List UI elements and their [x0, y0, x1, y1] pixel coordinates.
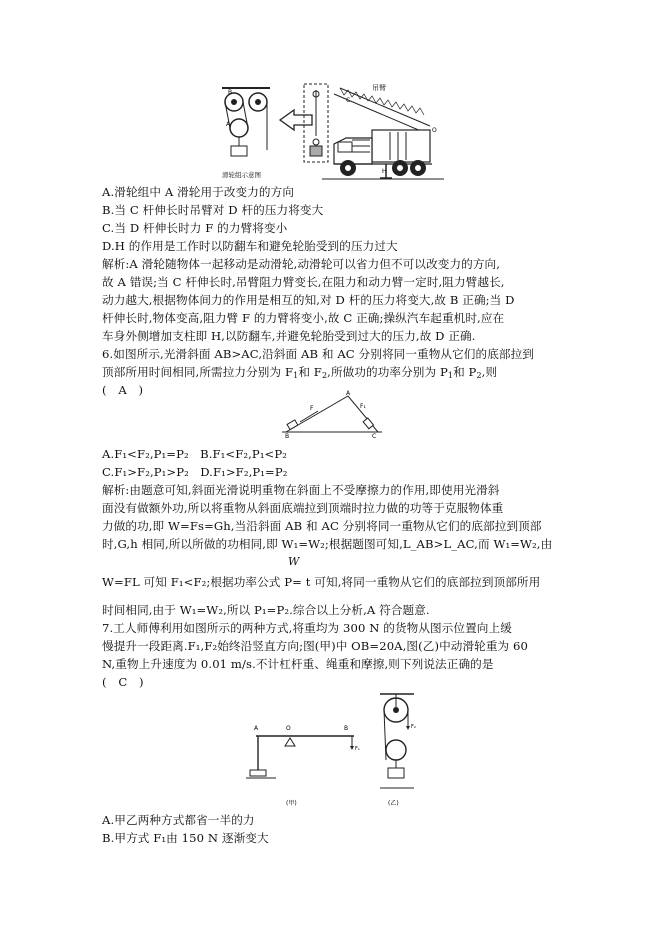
- label-a: A: [346, 390, 351, 397]
- q6-options-cd: [102, 463, 287, 481]
- q5-option-d: D.H 的作用是工作时以防翻车和避免轮胎受到的压力过大: [102, 239, 398, 253]
- svg-text:C: C: [346, 97, 351, 104]
- q6-analysis-line3: 力做的功,即 W=Fs=Gh,当沿斜面 AB 和 AC 分别将同一重物从它们的底部拉到顶部: [102, 519, 542, 533]
- q5-option-c: C.当 D 杆伸长时力 F 的力臂将变小: [102, 221, 288, 235]
- q5-option-a: A.滑轮组中 A 滑轮用于改变力的方向: [102, 185, 295, 199]
- q5-analysis-line: 故 A 错误;当 C 杆伸长时,吊臂阻力臂变长,在阻力和动力臂一定时,阻力臂越长,: [102, 275, 505, 289]
- q5-analysis-line: 解析:A 滑轮随物体一起移动是动滑轮,动滑轮可以省力但不可以改变力的方向,: [102, 257, 501, 271]
- q6-analysis-line6: 时间相同,由于 W₁=W₂,所以 P₁=P₂.综合以上分析,A 符合题意.: [102, 603, 430, 617]
- q6-options-ab: [102, 445, 287, 463]
- q7-stem-line3: N,重物上升速度为 0.01 m/s.不计杠杆重、绳重和摩擦,则下列说法正确的是: [102, 657, 494, 671]
- lever-pulley-diagram: [246, 690, 436, 810]
- caption-jia: (甲): [286, 800, 297, 807]
- svg-text:A: A: [226, 121, 231, 128]
- q5-analysis-line: 杆伸长时,物体变高,阻力臂 F 的力臂将变小,故 C 正确;操纵汽车起重机时,应在: [102, 311, 505, 325]
- label-c: C: [372, 433, 377, 438]
- q5-option-b: B.当 C 杆伸长时吊臂对 D 杆的压力将变大: [102, 203, 324, 217]
- q7-option-a: A.甲乙两种方式都省一半的力: [102, 813, 255, 827]
- q6-option-a: A.F₁<F₂,P₁=P₂: [102, 447, 189, 461]
- fraction-numerator: W: [288, 555, 300, 568]
- caption-yi: (乙): [388, 800, 399, 807]
- q6-analysis-line4: 时,G,h 相同,所以所做的功相同,即 W₁=W₂;根据题图可知,L_AB>L_AC,而 W₁=W₂,由: [102, 537, 553, 551]
- q6-option-c: C.F₁>F₂,P₁>P₂: [102, 465, 189, 479]
- svg-text:F₂: F₂: [411, 724, 416, 730]
- q7-answer: ( C ): [102, 675, 144, 689]
- incline-diagram: [282, 388, 382, 438]
- q5-analysis-line: 动力越大,根据物体间力的作用是相互的知,对 D 杆的压力将变大,故 B 正确;当 D: [102, 293, 515, 307]
- svg-text:F₁: F₁: [355, 746, 360, 752]
- svg-text:H: H: [382, 168, 387, 175]
- svg-text:O: O: [432, 127, 437, 134]
- q7-option-b: B.甲方式 F₁由 150 N 逐渐变大: [102, 831, 269, 845]
- q6-analysis-line1: 解析:由题意可知,斜面光滑说明重物在斜面上不受摩擦力的作用,即使用光滑斜: [102, 483, 500, 497]
- figure-lever-pulley: [246, 690, 436, 810]
- q6-option-d: D.F₁>F₂,P₁=P₂: [200, 465, 288, 479]
- svg-text:O: O: [286, 725, 291, 732]
- q6-answer: ( A ): [102, 383, 144, 397]
- crane-label: 吊臂: [372, 84, 386, 92]
- svg-text:B: B: [228, 89, 233, 96]
- q7-stem-line2: 慢提升一段距离.F₁,F₂始终沿竖直方向;图(甲)中 OB=20A,图(乙)中动滑轮重为 60: [102, 639, 528, 653]
- q6-analysis-line2: 面没有做额外功,所以将重物从斜面底端拉到顶端时拉力做的功等于克服物体重: [102, 501, 504, 515]
- q6-stem-line1: 6.如图所示,光滑斜面 AB>AC,沿斜面 AB 和 AC 分别将同一重物从它们的底部拉到: [102, 347, 534, 361]
- q6-option-b: B.F₁<F₂,P₁<P₂: [200, 447, 288, 461]
- svg-text:A: A: [254, 725, 259, 732]
- q6-stem-line2: 顶部所用时间相同,所需拉力分别为 $F_1$和 $F_2$,所做功的功率分别为 $P_1$和 $P_2$,则: [102, 365, 498, 380]
- label-f1: F₁: [360, 403, 366, 410]
- q5-analysis-line: 车身外侧增加支柱即 H,以防翻车,并避免轮胎受到过大的压力,故 D 正确.: [102, 329, 476, 343]
- q6-analysis-line5: W=FL 可知 F₁<F₂;根据功率公式 P= t 可知,将同一重物从它们的底部拉到顶部所用: [102, 575, 541, 589]
- svg-text:B: B: [344, 725, 349, 732]
- pulley-caption: 滑轮组示意图: [222, 171, 261, 179]
- q7-stem-line1: 7.工人师傅利用如图所示的两种方式,将重均为 300 N 的货物从图示位置向上缓: [102, 621, 512, 635]
- figure-crane: [222, 80, 444, 182]
- figure-incline: [282, 388, 382, 438]
- crane-diagram: [222, 80, 444, 182]
- label-f: F: [310, 405, 314, 412]
- label-b: B: [285, 433, 290, 438]
